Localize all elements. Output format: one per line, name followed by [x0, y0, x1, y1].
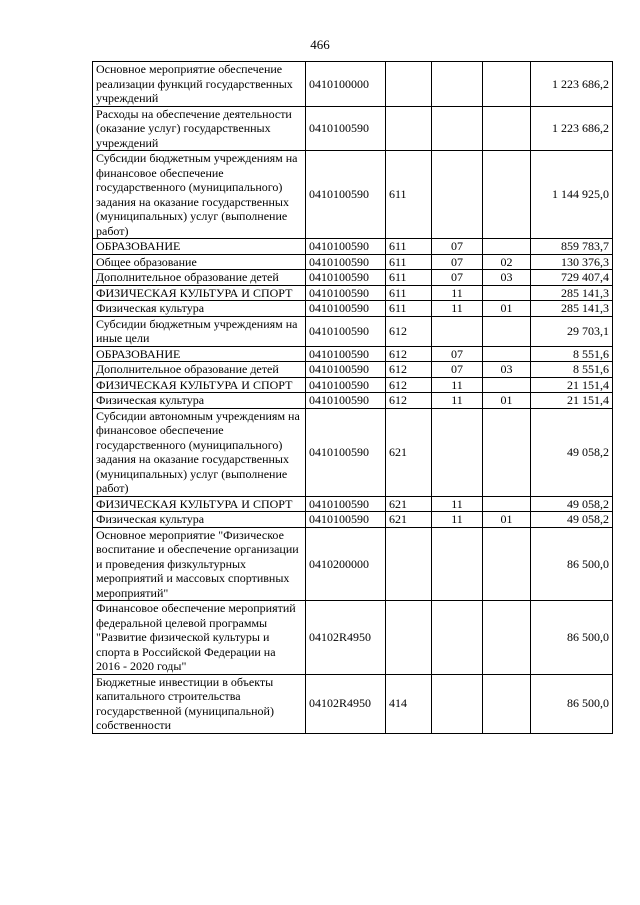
- row-amount-cell: 21 151,4: [531, 377, 613, 393]
- budget-table-body: [93, 62, 613, 734]
- row-amount-cell: 21 151,4: [531, 393, 613, 409]
- row-section-cell: [432, 527, 483, 601]
- table-row: [93, 496, 613, 512]
- row-name-cell: Общее образование: [93, 254, 306, 270]
- row-subsection-cell: 03: [483, 362, 531, 378]
- row-section-cell: 07: [432, 362, 483, 378]
- row-name-cell: Основное мероприятие обеспечение реализации функций государственных учреждений: [93, 62, 306, 107]
- row-code-cell: 0410100590: [306, 408, 386, 496]
- row-amount-cell: 8 551,6: [531, 346, 613, 362]
- row-section-cell: 07: [432, 254, 483, 270]
- row-expense-type-cell: [386, 62, 432, 107]
- row-expense-type-cell: 611: [386, 301, 432, 317]
- row-code-cell: 0410100590: [306, 151, 386, 239]
- row-subsection-cell: [483, 527, 531, 601]
- row-subsection-cell: [483, 151, 531, 239]
- row-amount-cell: 86 500,0: [531, 601, 613, 675]
- row-name-cell: Физическая культура: [93, 301, 306, 317]
- row-name-cell: ФИЗИЧЕСКАЯ КУЛЬТУРА И СПОРТ: [93, 377, 306, 393]
- table-row: [93, 106, 613, 151]
- row-name-cell: ОБРАЗОВАНИЕ: [93, 346, 306, 362]
- row-expense-type-cell: 621: [386, 512, 432, 528]
- row-expense-type-cell: 621: [386, 408, 432, 496]
- row-code-cell: 0410100590: [306, 393, 386, 409]
- table-row: [93, 601, 613, 675]
- row-name-cell: ОБРАЗОВАНИЕ: [93, 239, 306, 255]
- row-amount-cell: 49 058,2: [531, 408, 613, 496]
- row-expense-type-cell: 611: [386, 270, 432, 286]
- table-row: [93, 674, 613, 733]
- table-row: [93, 408, 613, 496]
- row-name-cell: Физическая культура: [93, 512, 306, 528]
- row-code-cell: 0410100590: [306, 106, 386, 151]
- row-expense-type-cell: 612: [386, 362, 432, 378]
- row-section-cell: 11: [432, 377, 483, 393]
- row-expense-type-cell: 611: [386, 254, 432, 270]
- row-amount-cell: 8 551,6: [531, 362, 613, 378]
- row-amount-cell: 285 141,3: [531, 285, 613, 301]
- row-code-cell: 0410100590: [306, 239, 386, 255]
- row-section-cell: 11: [432, 393, 483, 409]
- row-subsection-cell: 01: [483, 512, 531, 528]
- row-section-cell: [432, 62, 483, 107]
- row-name-cell: Субсидии автономным учреждениям на финансовое обеспечение государственного (муниципального) задания на оказание государственных (муниципальных) услуг (выполнение работ): [93, 408, 306, 496]
- row-name-cell: Физическая культура: [93, 393, 306, 409]
- row-section-cell: [432, 316, 483, 346]
- row-code-cell: 0410100590: [306, 377, 386, 393]
- row-subsection-cell: [483, 601, 531, 675]
- table-row: [93, 270, 613, 286]
- row-code-cell: 0410100590: [306, 316, 386, 346]
- row-section-cell: [432, 106, 483, 151]
- row-amount-cell: 29 703,1: [531, 316, 613, 346]
- table-row: [93, 393, 613, 409]
- row-subsection-cell: [483, 316, 531, 346]
- row-subsection-cell: [483, 239, 531, 255]
- row-subsection-cell: [483, 408, 531, 496]
- row-section-cell: 11: [432, 285, 483, 301]
- row-subsection-cell: [483, 285, 531, 301]
- budget-table: [92, 61, 613, 734]
- row-section-cell: 11: [432, 301, 483, 317]
- table-row: [93, 239, 613, 255]
- row-name-cell: Расходы на обеспечение деятельности (оказание услуг) государственных учреждений: [93, 106, 306, 151]
- row-section-cell: 11: [432, 496, 483, 512]
- row-name-cell: ФИЗИЧЕСКАЯ КУЛЬТУРА И СПОРТ: [93, 496, 306, 512]
- row-expense-type-cell: 612: [386, 377, 432, 393]
- row-expense-type-cell: 611: [386, 239, 432, 255]
- row-subsection-cell: [483, 346, 531, 362]
- row-code-cell: 0410100590: [306, 301, 386, 317]
- row-code-cell: 04102R4950: [306, 674, 386, 733]
- row-code-cell: 0410100590: [306, 270, 386, 286]
- row-name-cell: Дополнительное образование детей: [93, 362, 306, 378]
- row-amount-cell: 729 407,4: [531, 270, 613, 286]
- row-amount-cell: 86 500,0: [531, 527, 613, 601]
- row-amount-cell: 859 783,7: [531, 239, 613, 255]
- table-row: [93, 527, 613, 601]
- row-subsection-cell: 01: [483, 393, 531, 409]
- row-expense-type-cell: [386, 601, 432, 675]
- table-row: [93, 301, 613, 317]
- table-row: [93, 346, 613, 362]
- table-row: [93, 377, 613, 393]
- row-section-cell: [432, 408, 483, 496]
- row-expense-type-cell: 612: [386, 316, 432, 346]
- row-section-cell: 07: [432, 270, 483, 286]
- table-row: [93, 62, 613, 107]
- row-subsection-cell: [483, 496, 531, 512]
- row-expense-type-cell: [386, 106, 432, 151]
- row-code-cell: 0410100590: [306, 285, 386, 301]
- row-subsection-cell: [483, 106, 531, 151]
- row-section-cell: [432, 601, 483, 675]
- row-name-cell: Субсидии бюджетным учреждениям на финансовое обеспечение государственного (муниципального) задания на оказание государственных (муниципальных) услуг (выполнение работ): [93, 151, 306, 239]
- table-row: [93, 254, 613, 270]
- row-name-cell: ФИЗИЧЕСКАЯ КУЛЬТУРА И СПОРТ: [93, 285, 306, 301]
- row-section-cell: 07: [432, 346, 483, 362]
- table-row: [93, 285, 613, 301]
- page-number: 466: [310, 37, 330, 52]
- row-amount-cell: 1 144 925,0: [531, 151, 613, 239]
- row-amount-cell: 86 500,0: [531, 674, 613, 733]
- row-section-cell: [432, 151, 483, 239]
- row-code-cell: 0410100590: [306, 496, 386, 512]
- row-amount-cell: 285 141,3: [531, 301, 613, 317]
- row-amount-cell: 1 223 686,2: [531, 62, 613, 107]
- row-code-cell: 0410200000: [306, 527, 386, 601]
- row-subsection-cell: [483, 377, 531, 393]
- row-subsection-cell: 03: [483, 270, 531, 286]
- row-expense-type-cell: 611: [386, 151, 432, 239]
- row-code-cell: 0410100590: [306, 512, 386, 528]
- row-expense-type-cell: 621: [386, 496, 432, 512]
- row-name-cell: Основное мероприятие "Физическое воспитание и обеспечение организации и проведения физкультурных мероприятий и массовых спортивных мероприятий": [93, 527, 306, 601]
- row-section-cell: 11: [432, 512, 483, 528]
- row-name-cell: Субсидии бюджетным учреждениям на иные цели: [93, 316, 306, 346]
- table-row: [93, 151, 613, 239]
- row-expense-type-cell: 612: [386, 346, 432, 362]
- row-subsection-cell: [483, 674, 531, 733]
- row-code-cell: 0410100590: [306, 362, 386, 378]
- row-code-cell: 0410100590: [306, 254, 386, 270]
- row-expense-type-cell: 414: [386, 674, 432, 733]
- row-code-cell: 0410100000: [306, 62, 386, 107]
- row-expense-type-cell: 611: [386, 285, 432, 301]
- row-subsection-cell: 02: [483, 254, 531, 270]
- row-name-cell: Дополнительное образование детей: [93, 270, 306, 286]
- row-section-cell: 07: [432, 239, 483, 255]
- table-row: [93, 362, 613, 378]
- row-amount-cell: 130 376,3: [531, 254, 613, 270]
- row-expense-type-cell: 612: [386, 393, 432, 409]
- row-expense-type-cell: [386, 527, 432, 601]
- row-code-cell: 0410100590: [306, 346, 386, 362]
- row-name-cell: Бюджетные инвестиции в объекты капитального строительства государственной (муниципальной) собственности: [93, 674, 306, 733]
- row-amount-cell: 49 058,2: [531, 512, 613, 528]
- row-amount-cell: 49 058,2: [531, 496, 613, 512]
- row-subsection-cell: [483, 62, 531, 107]
- row-section-cell: [432, 674, 483, 733]
- row-amount-cell: 1 223 686,2: [531, 106, 613, 151]
- row-subsection-cell: 01: [483, 301, 531, 317]
- table-row: [93, 316, 613, 346]
- table-row: [93, 512, 613, 528]
- row-code-cell: 04102R4950: [306, 601, 386, 675]
- row-name-cell: Финансовое обеспечение мероприятий федеральной целевой программы "Развитие физической культуры и спорта в Российской Федерации на 2016 - 2020 годы": [93, 601, 306, 675]
